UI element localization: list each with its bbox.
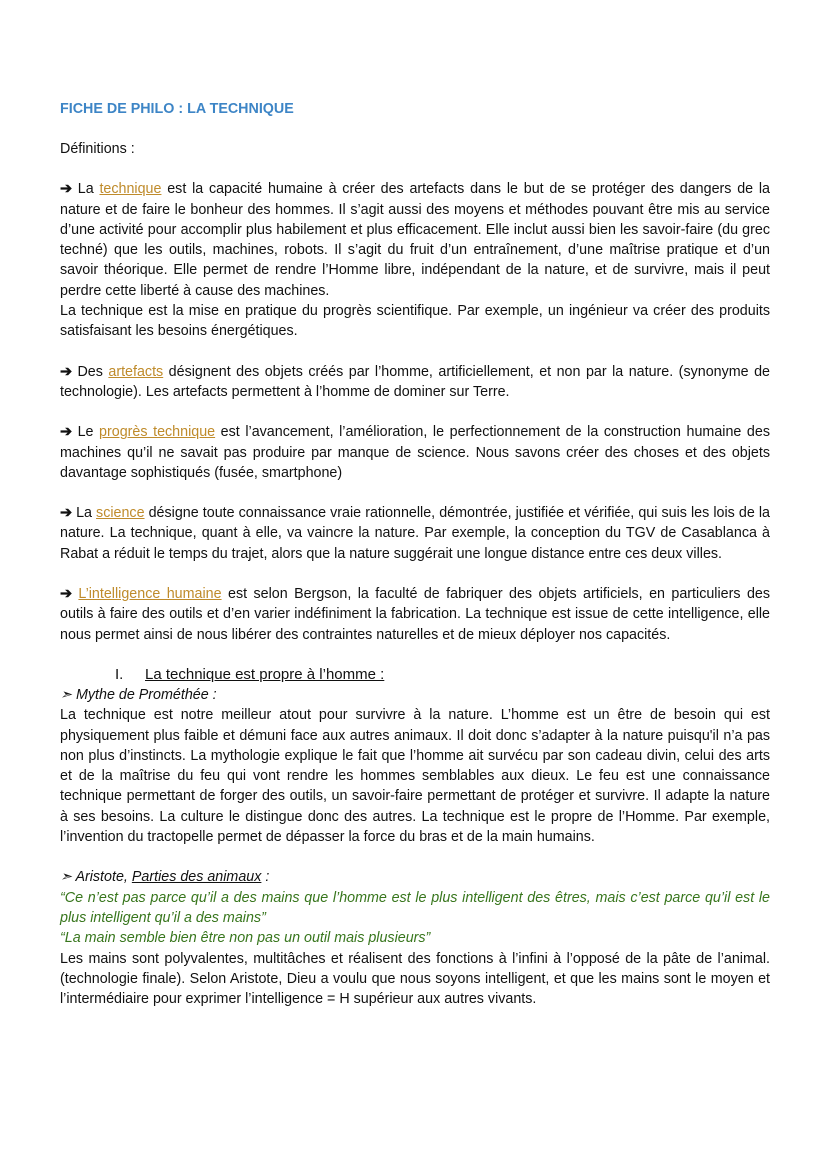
definition-technique: ➔ La technique est la capacité humaine à créer des artefacts dans le but de se protéger des dangers de la nature et de faire le bonheur des hommes. Il s’agit aussi des moyens et méthodes pouvant être mis au service d’une activité pour accomplir plus habilement et plus efficacement. Elle inclut aussi bien les savoir-faire (du grec techné) que les outils, machines, robots. Il s’agit du fruit d’un entraînement, d’une maîtrise pratique et d’un savoir théorique. Elle permet de rendre l’Homme libre, indépendant de la nature, et de survivre, mais il peut perdre cette liberté à cause des machines. [60, 181, 770, 299]
quote-2: “La main semble bien être non pas un outil mais plusieurs” [60, 930, 431, 947]
definition-progres-technique: ➔ Le progrès technique est l’avancement, l’amélioration, le perfectionnement de la construction humaine des machines qu’il ne savait pas produire par manque de science. Nous savons créer des choses et des objets davantage sophistiqués (fusée, smartphone) [60, 424, 770, 481]
definition-intelligence: ➔ L’intelligence humaine est selon Bergson, la faculté de fabriquer des objets artificiels, en particuliers des outils à faire des outils et d’en varier indéfiniment la fabrication. La technique est issue de cette intelligence, elle nous permet ainsi de nous libérer des contraintes naturelles et de mieux déployer nos capacités. [60, 586, 770, 643]
term-link[interactable]: artefacts [108, 363, 164, 380]
definition-science: ➔ La science désigne toute connaissance vraie rationnelle, démontrée, justifiée et vérifiée, qui suis les lois de la nature. La technique, quant à elle, va vaincre la nature. Par exemple, la conception du TGV de Casablanca à Rabat a réduit le temps du trajet, alors que la nature suggérait une longue distance entre ces deux villes. [60, 505, 770, 562]
arrow-icon: ➔ [60, 505, 72, 522]
myth-title: ➣ Mythe de Prométhée : [60, 686, 217, 703]
arrow-icon: ➔ [60, 424, 72, 441]
aristote-title: ➣ Aristote, Parties des animaux : [60, 869, 270, 886]
document-content [60, 99, 770, 1009]
aristote-paragraph: Les mains sont polyvalentes, multitâches et réalisent des fonctions à l’infini à l’opposé de la pâte de l’animal.(technologie finale). Selon Aristote, Dieu a voulu que nous soyons intelligent, et que les mains sont le moyen et l’intermédiaire pour exprimer l’intelligence = H supérieur aux autres vivants. [60, 950, 770, 1008]
bullet-arrow-icon: ➣ [60, 869, 72, 886]
document-title: FICHE DE PHILO : LA TECHNIQUE [60, 101, 294, 117]
term-link[interactable]: L’intelligence humaine [78, 586, 222, 603]
section-heading [60, 665, 770, 685]
definition-technique-extra: La technique est la mise en pratique du progrès scientifique. Par exemple, un ingénieur va créer des produits satisfaisant les besoins énergétiques. [60, 303, 770, 340]
arrow-icon: ➔ [60, 586, 72, 603]
section-number: I. [115, 665, 124, 683]
arrow-icon: ➔ [60, 181, 72, 198]
definitions-label: Définitions : [60, 141, 135, 157]
arrow-icon: ➔ [60, 363, 72, 380]
work-title: Parties des animaux [131, 869, 262, 886]
quote-1: “Ce n’est pas parce qu’il a des mains que l’homme est le plus intelligent des êtres, mais c’est parce qu’il est le plus intelligent qu’il a des mains” [60, 889, 770, 926]
definition-artefacts: ➔ Des artefacts désignent des objets créés par l’homme, artificiellement, et non par la nature. (synonyme de technologie). Les artefacts permettent à l’homme de dominer sur Terre. [60, 363, 770, 400]
term-link[interactable]: progrès technique [99, 424, 216, 441]
section-title: La technique est propre à l’homme : [145, 665, 385, 683]
myth-paragraph: La technique est notre meilleur atout pour survivre à la nature. L’homme est un être de besoin qui est physiquement plus faible et démuni face aux autres animaux. Il doit donc s’adapter à la nature puisqu'il n’a pas non plus d’instincts. La mythologie explique le fait que l’homme ait survécu par son cadeau divin, celui des arts et de la maîtrise du feu qui vont rendre les hommes semblables aux dieux. Le feu est une connaissance technique permettant de forger des outils, un savoir-faire permettant de protéger et survivre. Il adapte la nature à ses besoins. La culture le distingue donc des autres. La technique est le propre de l’Homme. Par exemple, l’invention du tractopelle permet de dépasser la force du bras et de la main humains. [60, 707, 770, 846]
term-link[interactable]: science [96, 505, 145, 522]
term-link[interactable]: technique [99, 181, 162, 198]
bullet-arrow-icon: ➣ [60, 686, 72, 703]
